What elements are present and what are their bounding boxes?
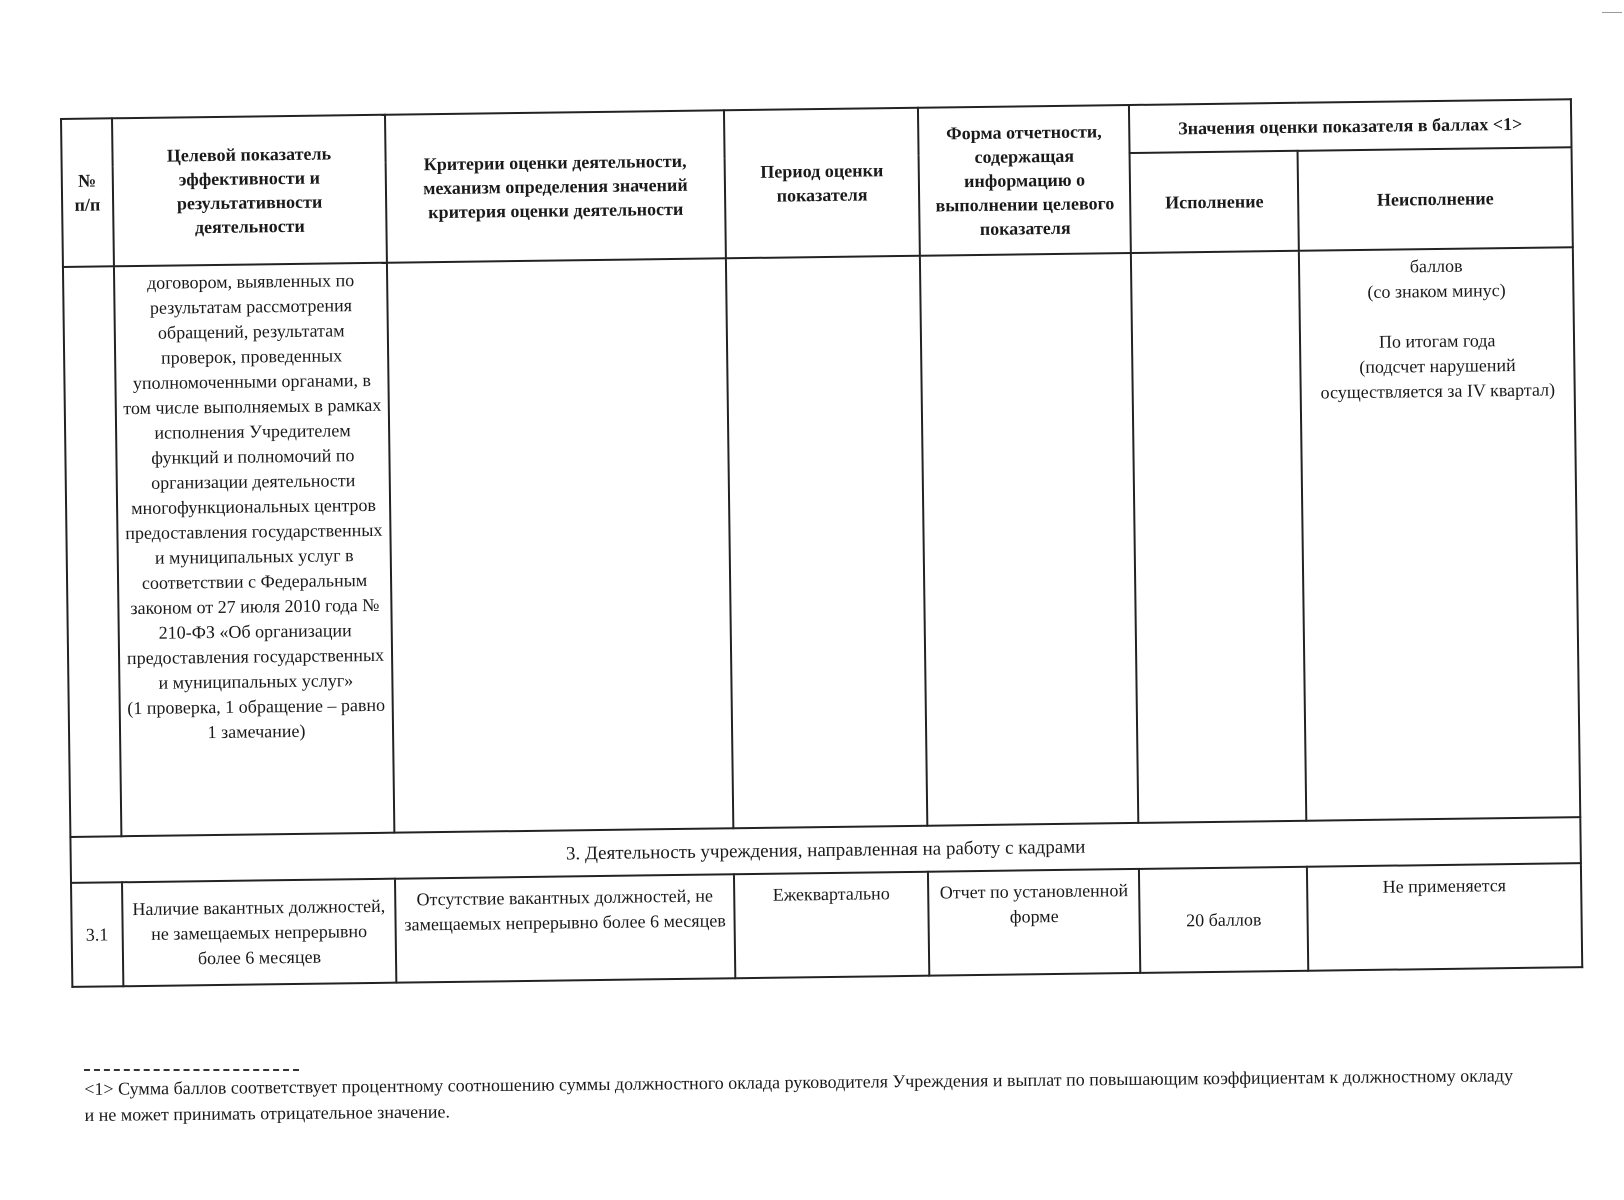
cell-report-form: Отчет по установленной форме (928, 869, 1140, 976)
cell-non-execution-continuation: баллов (со знаком минус) По итогам года (подсчет нарушений осуществляется за IV квартал) (1299, 247, 1580, 821)
cell-target: Наличие вакантных должностей, не замещаемых непрерывно более 6 месяцев (122, 879, 397, 987)
cell-num: 3.1 (71, 882, 123, 987)
cell-period: Ежеквартально (734, 872, 930, 979)
section-title: 3. Деятельность учреждения, направленная на работу с кадрами (70, 817, 1580, 883)
cell-criteria-empty (387, 258, 733, 832)
header-score-group: Значения оценки показателя в баллах <1> (1129, 99, 1572, 153)
header-execution: Исполнение (1130, 151, 1300, 253)
header-criteria: Критерии оценки деятельности, механизм определения значений критерия оценки деятельности (385, 110, 725, 262)
cell-criteria: Отсутствие вакантных должностей, не замещаемых непрерывно более 6 месяцев (395, 874, 735, 982)
footnote (84, 1048, 1525, 1128)
header-num: № п/п (61, 118, 114, 267)
cell-execution-empty (1131, 251, 1307, 823)
cell-report-form-empty (920, 253, 1138, 826)
table-row-continuation (63, 247, 1580, 837)
header-period: Период оценки показателя (724, 108, 920, 259)
footnote-text: <1> Сумма баллов соответствует процентному соотношению суммы должностного оклада руководителя Учреждения и выплат по повышающим коэффициентам к должностному окладу и не может принимать отрицательное значение. (84, 1065, 1514, 1125)
header-target-indicator: Целевой показатель эффективности и результативности деятельности (112, 115, 388, 267)
cell-target-continuation: договором, выявленных по результатам рассмотрения обращений, результатам проверок, проведенных уполномоченными органами, в том числе выполняемых в рамках исполнения Учредителем функций и полномочий по организации деятельности многофункциональных центров предоставления государственных и муниципальных услуг в соответствии с Федеральным законом от 27 июля 2010 года № 210-ФЗ «Об организации предоставления государственных и муниципальных услуг» (1 проверка, 1 обращение – равно 1 замечание) (114, 263, 395, 837)
scan-edge-mark (1602, 0, 1622, 13)
indicators-table (60, 98, 1583, 988)
cell-execution: 20 баллов (1139, 867, 1309, 973)
indicators-table-wrapper (60, 98, 1583, 988)
header-report-form: Форма отчетности, содержащая информацию о выполнении целевого показателя (918, 105, 1131, 256)
table-row (71, 863, 1582, 987)
cell-num-empty (63, 266, 121, 837)
header-non-execution: Неисполнение (1298, 147, 1573, 251)
cell-period-empty (726, 256, 928, 828)
cell-non-execution: Не применяется (1307, 863, 1582, 971)
